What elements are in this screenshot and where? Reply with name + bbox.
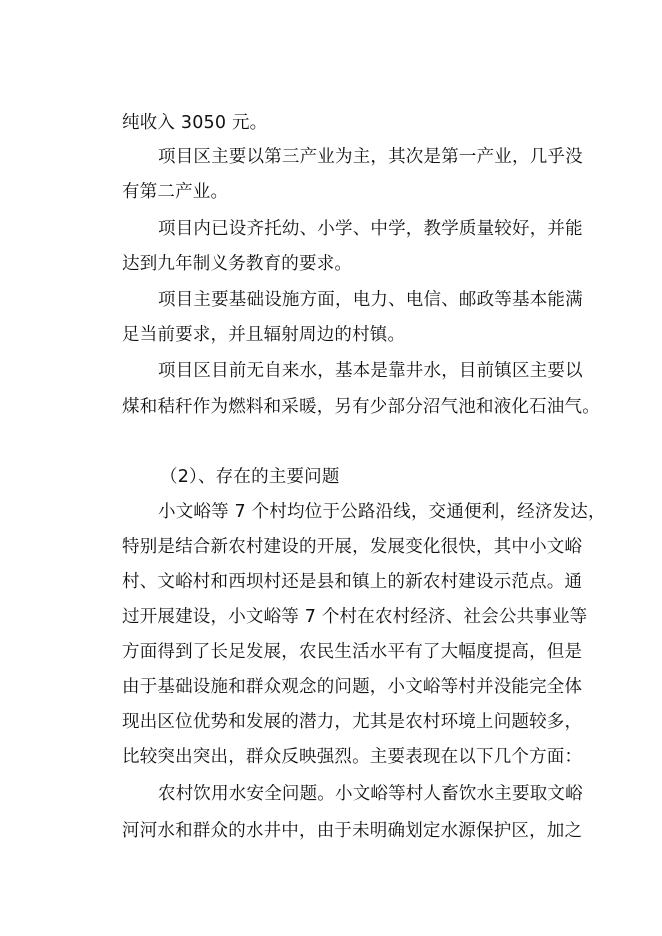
paragraph-line: 村、文峪村和西坝村还是县和镇上的新农村建设示范点。通 (122, 572, 583, 592)
paragraph-line: 小文峪等 7 个村均位于公路沿线，交通便利，经济发达， (158, 502, 606, 522)
paragraph-line: 纯收入 3050 元。 (122, 113, 268, 133)
paragraph-line: 由于基础设施和群众观念的问题，小文峪等村并没能完全体 (122, 677, 583, 697)
paragraph-line: 河河水和群众的水井中，由于未明确划定水源保护区，加之 (122, 821, 583, 841)
paragraph-line: 过开展建设，小文峪等 7 个村在农村经济、社会公共事业等 (122, 607, 588, 627)
paragraph-line: 现出区位优势和发展的潜力，尤其是农村环境上问题较多， (122, 712, 583, 732)
paragraph-line: 项目区主要以第三产业为主，其次是第一产业，几乎没 (158, 147, 583, 167)
paragraph-line: 项目主要基础设施方面，电力、电信、邮政等基本能满 (158, 290, 583, 310)
paragraph-line: 项目区目前无自来水，基本是靠井水，目前镇区主要以 (158, 361, 583, 381)
paragraph-line: 足当前要求，并且辐射周边的村镇。 (122, 325, 406, 345)
paragraph-line: 比较突出突出，群众反映强烈。主要表现在以下几个方面： (122, 747, 583, 767)
paragraph-line: 方面得到了长足发展，农民生活水平有了大幅度提高，但是 (122, 642, 583, 662)
paragraph-line: 有第二产业。 (122, 182, 229, 202)
paragraph-line: 特别是结合新农村建设的开展，发展变化很快，其中小文峪 (122, 537, 583, 557)
section-heading: （2）、存在的主要问题 (160, 467, 340, 487)
paragraph-line: 达到九年制义务教育的要求。 (122, 254, 353, 274)
paragraph-line: 煤和秸秆作为燃料和采暖，另有少部分沼气池和液化石油气。 (122, 397, 600, 417)
paragraph-line: 项目内已设齐托幼、小学、中学，教学质量较好，并能 (158, 219, 583, 239)
paragraph-line: 农村饮用水安全问题。小文峪等村人畜饮水主要取文峪 (158, 784, 583, 804)
